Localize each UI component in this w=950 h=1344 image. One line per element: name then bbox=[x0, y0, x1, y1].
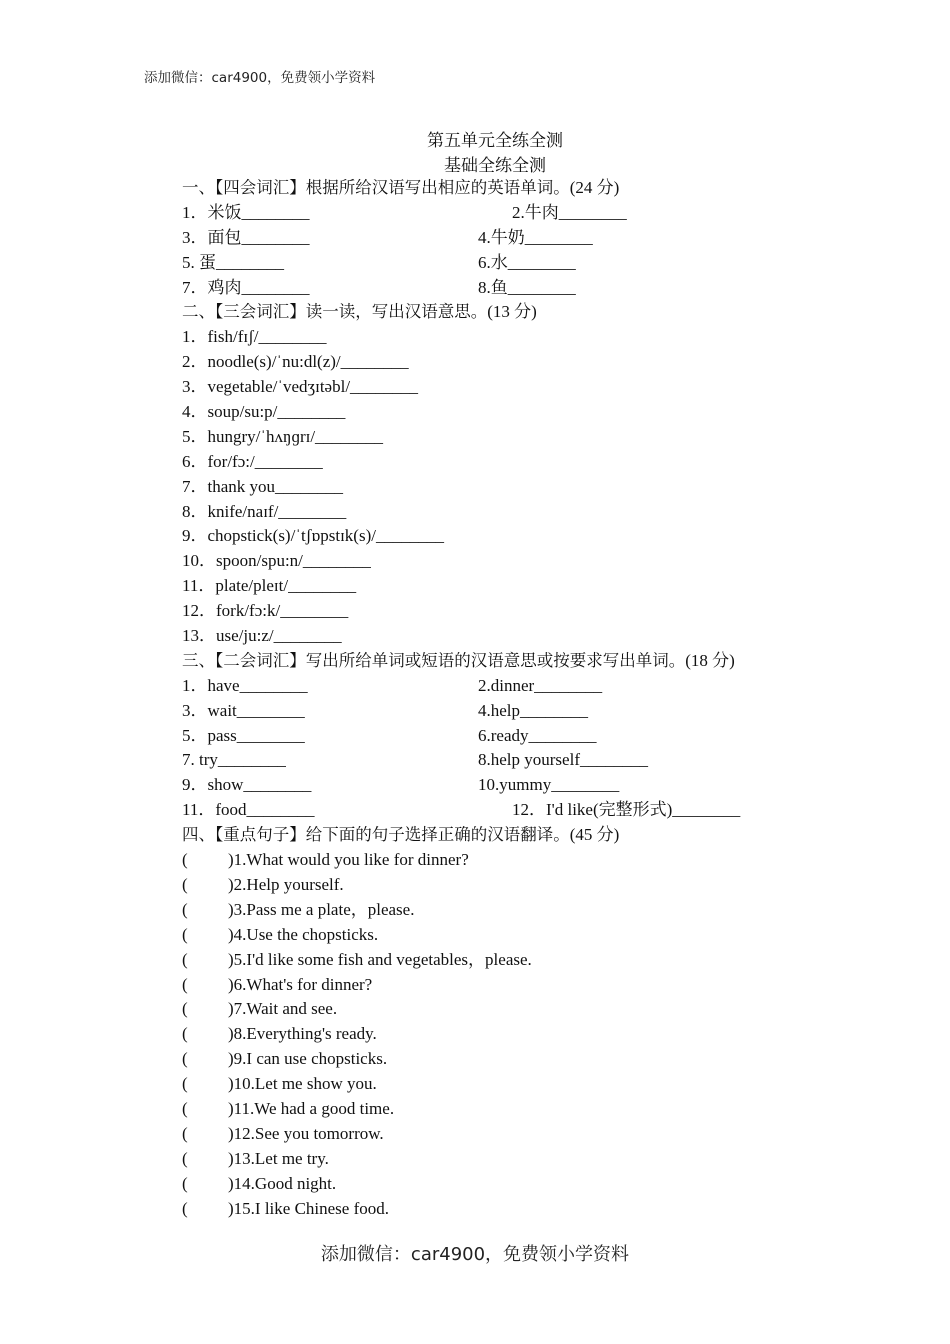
sentence-text: )14.Good night. bbox=[228, 1173, 337, 1193]
answer-blank: ( bbox=[182, 1173, 188, 1193]
sentence-text: )1.What would you like for dinner? bbox=[228, 850, 469, 870]
sentence-item bbox=[182, 1072, 882, 1097]
vocab-2-item: 5．pass________ bbox=[182, 725, 305, 745]
answer-blank: ( bbox=[182, 1123, 188, 1143]
vocab-3-item bbox=[182, 400, 882, 425]
sentence-text: )11.We had a good time. bbox=[228, 1098, 395, 1118]
vocab-2-row bbox=[182, 798, 882, 823]
vocab-4-item: 6.水________ bbox=[478, 252, 576, 272]
answer-blank: ( bbox=[182, 874, 188, 894]
watermark-bottom: 添加微信：car4900，免费领小学资料 bbox=[320, 1244, 630, 1265]
vocab-2-row bbox=[182, 699, 882, 724]
vocab-3-item bbox=[182, 549, 882, 574]
section-4-score: (45 分) bbox=[569, 825, 620, 845]
sentence-item bbox=[182, 873, 882, 898]
vocab-2-item: 12．I'd like(完整形式)________ bbox=[512, 800, 741, 820]
vocab-3-item bbox=[182, 475, 882, 500]
vocab-4-row bbox=[182, 226, 882, 251]
vocab-3-item bbox=[182, 624, 882, 649]
vocab-3-item bbox=[182, 524, 882, 549]
vocab-3-text: 9．chopstick(s)/ˈtʃɒpstɪk(s)/________ bbox=[182, 526, 444, 546]
answer-blank: ( bbox=[182, 1098, 188, 1118]
vocab-3-text: 3．vegetable/ˈvedʒɪtəbl/________ bbox=[182, 377, 419, 397]
vocab-2-item: 7. try________ bbox=[182, 750, 286, 770]
sentence-text: )2.Help yourself. bbox=[228, 874, 344, 894]
vocab-4-item: 1．米饭________ bbox=[182, 202, 310, 222]
vocab-2-item: 1．have________ bbox=[182, 675, 308, 695]
vocab-2-item: 9．show________ bbox=[182, 775, 312, 795]
answer-blank: ( bbox=[182, 1049, 188, 1069]
section-3-heading bbox=[182, 649, 882, 674]
sentence-text: )7.Wait and see. bbox=[228, 999, 338, 1019]
section-1-heading-text: 一、【四会词汇】根据所给汉语写出相应的英语单词。 bbox=[182, 178, 570, 197]
vocab-2-item: 8.help yourself________ bbox=[478, 750, 648, 770]
section-3-score: (18 分) bbox=[685, 650, 735, 670]
vocab-2-item: 4.help________ bbox=[478, 700, 589, 720]
section-2-heading-text: 二、【三会词汇】读一读，写出汉语意思。 bbox=[182, 302, 488, 322]
answer-blank: ( bbox=[182, 1198, 188, 1218]
answer-blank: ( bbox=[182, 1148, 188, 1168]
section-1-score: (24 分) bbox=[569, 178, 620, 197]
vocab-3-text: 13．use/ju:z/________ bbox=[182, 626, 342, 646]
worksheet-body bbox=[182, 176, 882, 1221]
vocab-3-item bbox=[182, 350, 882, 375]
section-4-heading bbox=[182, 823, 882, 848]
vocab-2-row bbox=[182, 748, 882, 773]
vocab-3-item bbox=[182, 574, 882, 599]
sentence-item bbox=[182, 1047, 882, 1072]
vocab-3-text: 5．hungry/ˈhʌŋɡrɪ/________ bbox=[182, 426, 384, 446]
vocab-2-item: 11．food________ bbox=[182, 800, 315, 820]
sentence-text: )9.I can use chopsticks. bbox=[228, 1049, 388, 1069]
vocab-3-item bbox=[182, 450, 882, 475]
vocab-2-row bbox=[182, 724, 882, 749]
answer-blank: ( bbox=[182, 999, 188, 1019]
sentence-text: )15.I like Chinese food. bbox=[228, 1198, 389, 1218]
sentence-item bbox=[182, 973, 882, 998]
vocab-4-row bbox=[182, 276, 882, 301]
answer-blank: ( bbox=[182, 924, 188, 944]
sentence-item bbox=[182, 1147, 882, 1172]
section-2-score: (13 分) bbox=[487, 302, 537, 322]
sentence-text: )4.Use the chopsticks. bbox=[228, 924, 379, 944]
answer-blank: ( bbox=[182, 1074, 188, 1094]
vocab-4-item: 7．鸡肉________ bbox=[182, 277, 310, 297]
vocab-3-text: 6．for/fɔ:/________ bbox=[182, 451, 323, 471]
vocab-3-text: 8．knife/naɪf/________ bbox=[182, 501, 347, 521]
vocab-3-item bbox=[182, 500, 882, 525]
sentence-item bbox=[182, 923, 882, 948]
sentence-item bbox=[182, 1197, 882, 1222]
sentence-item bbox=[182, 898, 882, 923]
vocab-3-text: 1．fish/fɪʃ/________ bbox=[182, 327, 327, 347]
vocab-4-item: 5. 蛋________ bbox=[182, 252, 284, 272]
sentence-text: )13.Let me try. bbox=[228, 1148, 329, 1168]
vocab-2-item: 2.dinner________ bbox=[478, 675, 603, 695]
sentence-text: )5.I'd like some fish and vegetables，please. bbox=[228, 949, 532, 969]
page-subtitle: 基础全练全测 bbox=[444, 156, 546, 176]
vocab-4-item: 8.鱼________ bbox=[478, 277, 576, 297]
sentence-item bbox=[182, 948, 882, 973]
vocab-3-text: 12．fork/fɔ:k/________ bbox=[182, 601, 349, 621]
vocab-3-text: 10．spoon/spu:n/________ bbox=[182, 551, 371, 571]
sentence-item bbox=[182, 997, 882, 1022]
sentence-item bbox=[182, 1122, 882, 1147]
vocab-3-item bbox=[182, 325, 882, 350]
vocab-4-row bbox=[182, 201, 882, 226]
answer-blank: ( bbox=[182, 949, 188, 969]
sentence-item bbox=[182, 848, 882, 873]
sentence-text: )10.Let me show you. bbox=[228, 1074, 377, 1094]
sentence-item bbox=[182, 1022, 882, 1047]
vocab-2-item: 6.ready________ bbox=[478, 725, 597, 745]
vocab-2-row bbox=[182, 674, 882, 699]
section-4-heading-text: 四、【重点句子】给下面的句子选择正确的汉语翻译。 bbox=[182, 825, 570, 845]
vocab-3-text: 11．plate/pleɪt/________ bbox=[182, 576, 357, 596]
page-title: 第五单元全练全测 bbox=[427, 131, 563, 151]
vocab-2-item: 10.yummy________ bbox=[478, 775, 620, 795]
vocab-3-item bbox=[182, 425, 882, 450]
answer-blank: ( bbox=[182, 850, 188, 870]
vocab-3-text: 2．noodle(s)/ˈnu:dl(z)/________ bbox=[182, 352, 409, 372]
vocab-4-item: 2.牛肉________ bbox=[512, 202, 627, 222]
section-3-heading-text: 三、【二会词汇】写出所给单词或短语的汉语意思或按要求写出单词。 bbox=[182, 650, 686, 670]
vocab-3-text: 4．soup/su:p/________ bbox=[182, 402, 346, 422]
vocab-2-item: 3．wait________ bbox=[182, 700, 305, 720]
answer-blank: ( bbox=[182, 899, 188, 919]
answer-blank: ( bbox=[182, 1024, 188, 1044]
vocab-3-item bbox=[182, 375, 882, 400]
sentence-item bbox=[182, 1097, 882, 1122]
sentence-item bbox=[182, 1172, 882, 1197]
vocab-3-item bbox=[182, 599, 882, 624]
sentence-text: )6.What's for dinner? bbox=[228, 974, 373, 994]
sentence-text: )12.See you tomorrow. bbox=[228, 1123, 384, 1143]
section-2-heading bbox=[182, 300, 882, 325]
section-1-heading bbox=[182, 176, 882, 201]
watermark-top: 添加微信：car4900，免费领小学资料 bbox=[144, 70, 376, 86]
sentence-text: )3.Pass me a plate，please. bbox=[228, 899, 415, 919]
sentence-text: )8.Everything's ready. bbox=[228, 1024, 377, 1044]
vocab-2-row bbox=[182, 773, 882, 798]
vocab-4-item: 3．面包________ bbox=[182, 227, 310, 247]
vocab-3-text: 7．thank you________ bbox=[182, 476, 344, 496]
answer-blank: ( bbox=[182, 974, 188, 994]
vocab-4-row bbox=[182, 251, 882, 276]
vocab-4-item: 4.牛奶________ bbox=[478, 227, 593, 247]
